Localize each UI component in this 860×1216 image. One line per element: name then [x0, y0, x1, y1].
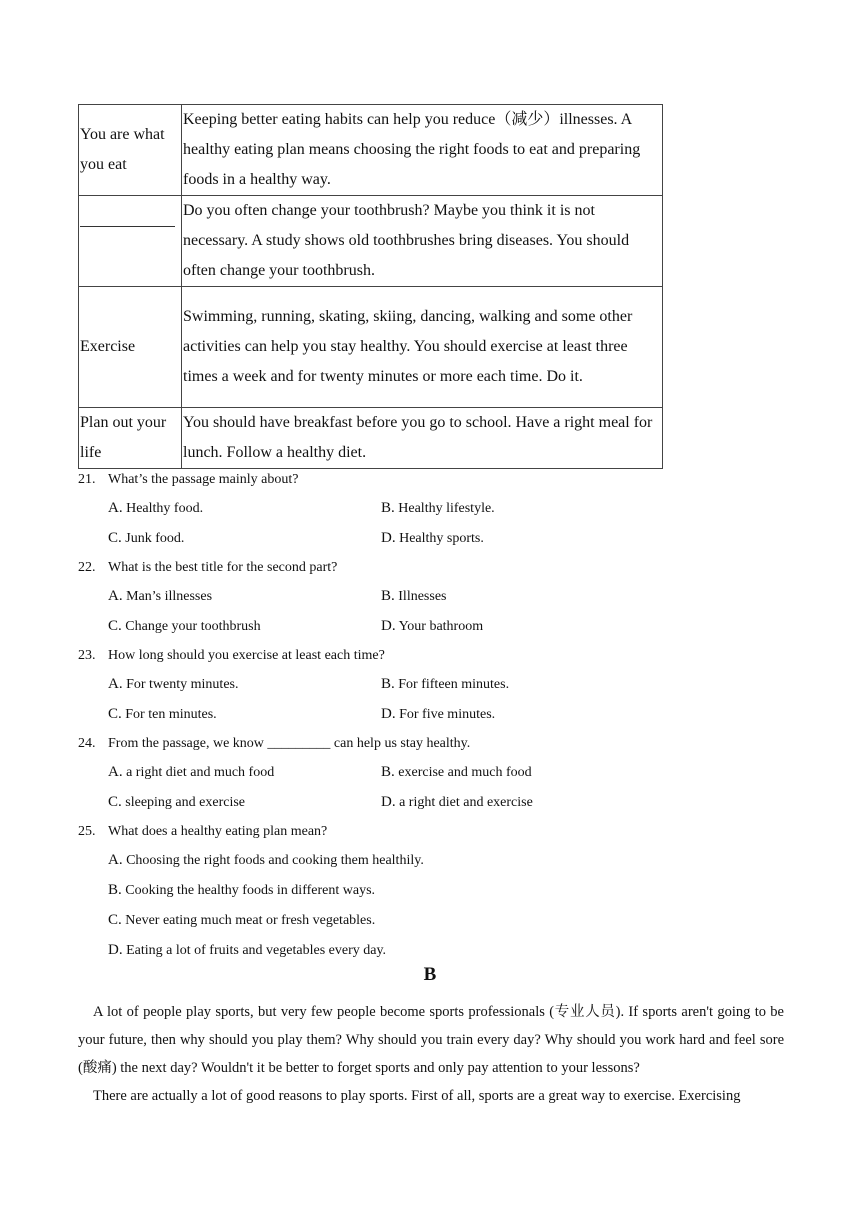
question-text: What is the best title for the second part?	[108, 560, 338, 575]
option-b: B. Cooking the healthy foods in different ways.	[108, 882, 376, 898]
option-b: B. Healthy lifestyle.	[381, 500, 495, 516]
passage-paragraph: A lot of people play sports, but very few people become sports professionals (专业人员). If sports aren't going to be your future, then why should you play them? Why should you train every day? Why should you work hard and feel sore (酸痛) the next day? Wouldn't it be better to forget sports and only pay attention to your lessons?	[78, 1004, 784, 1076]
option-row	[78, 586, 778, 616]
option-row	[78, 762, 778, 792]
option-row	[78, 498, 778, 528]
row-title-blank	[79, 196, 182, 287]
question-text: From the passage, we know _________ can help us stay healthy.	[108, 736, 471, 751]
question-stem	[78, 470, 778, 498]
option-c: C. sleeping and exercise	[108, 794, 245, 810]
passage-b	[78, 998, 784, 1110]
question-stem	[78, 822, 778, 850]
question-number: 23.	[78, 648, 96, 663]
question-stem	[78, 558, 778, 586]
option-d: D. For five minutes.	[381, 706, 496, 722]
question-number: 22.	[78, 560, 96, 575]
option-b: B. For fifteen minutes.	[381, 676, 510, 692]
row-text: Swimming, running, skating, skiing, dancing, walking and some other activities can help you stay healthy. You should exercise at least three times a week and for twenty minutes or more each time. Do it.	[182, 287, 663, 408]
option-row	[78, 880, 778, 910]
table-row	[79, 408, 663, 469]
option-d: D. a right diet and exercise	[381, 794, 533, 810]
option-b: B. Illnesses	[381, 588, 447, 604]
section-heading: B	[423, 964, 437, 985]
option-c: C. Never eating much meat or fresh vegetables.	[108, 912, 376, 928]
table-row	[79, 196, 663, 287]
option-d: D. Your bathroom	[381, 618, 484, 634]
question-number: 24.	[78, 736, 96, 751]
option-d: D. Healthy sports.	[381, 530, 484, 546]
option-row	[78, 528, 778, 558]
option-a: A. a right diet and much food	[108, 764, 275, 780]
option-c: C. For ten minutes.	[108, 706, 217, 722]
question-text: What’s the passage mainly about?	[108, 472, 299, 487]
option-d: D. Eating a lot of fruits and vegetables every day.	[108, 942, 387, 958]
option-c: C. Change your toothbrush	[108, 618, 261, 634]
row-title: Exercise	[79, 287, 182, 408]
row-text: Do you often change your toothbrush? Maybe you think it is not necessary. A study shows old toothbrushes bring diseases. You should often change your toothbrush.	[182, 196, 663, 287]
option-c: C. Junk food.	[108, 530, 185, 546]
row-title: Plan out your life	[79, 408, 182, 469]
table-row	[79, 287, 663, 408]
option-a: A. Choosing the right foods and cooking them healthily.	[108, 852, 424, 868]
question-list	[78, 470, 778, 970]
passage-table	[78, 104, 663, 469]
question-stem	[78, 734, 778, 762]
option-a: A. Man’s illnesses	[108, 588, 213, 604]
question-text: How long should you exercise at least each time?	[108, 648, 385, 663]
answer-blank-line	[80, 214, 175, 227]
option-row	[78, 850, 778, 880]
question-stem	[78, 646, 778, 674]
question-number: 25.	[78, 824, 96, 839]
row-text: You should have breakfast before you go to school. Have a right meal for lunch. Follow a healthy diet.	[182, 408, 663, 469]
option-row	[78, 792, 778, 822]
table-row	[79, 105, 663, 196]
option-row	[78, 704, 778, 734]
option-row	[78, 910, 778, 940]
option-row	[78, 674, 778, 704]
option-row	[78, 616, 778, 646]
question-text: What does a healthy eating plan mean?	[108, 824, 328, 839]
option-a: A. For twenty minutes.	[108, 676, 239, 692]
question-number: 21.	[78, 472, 96, 487]
option-b: B. exercise and much food	[381, 764, 532, 780]
option-a: A. Healthy food.	[108, 500, 204, 516]
row-text: Keeping better eating habits can help you reduce（减少）illnesses. A healthy eating plan means choosing the right foods to eat and preparing foods in a healthy way.	[182, 105, 663, 196]
row-title: You are what you eat	[79, 105, 182, 196]
passage-paragraph: There are actually a lot of good reasons to play sports. First of all, sports are a great way to exercise. Exercising	[93, 1088, 741, 1104]
